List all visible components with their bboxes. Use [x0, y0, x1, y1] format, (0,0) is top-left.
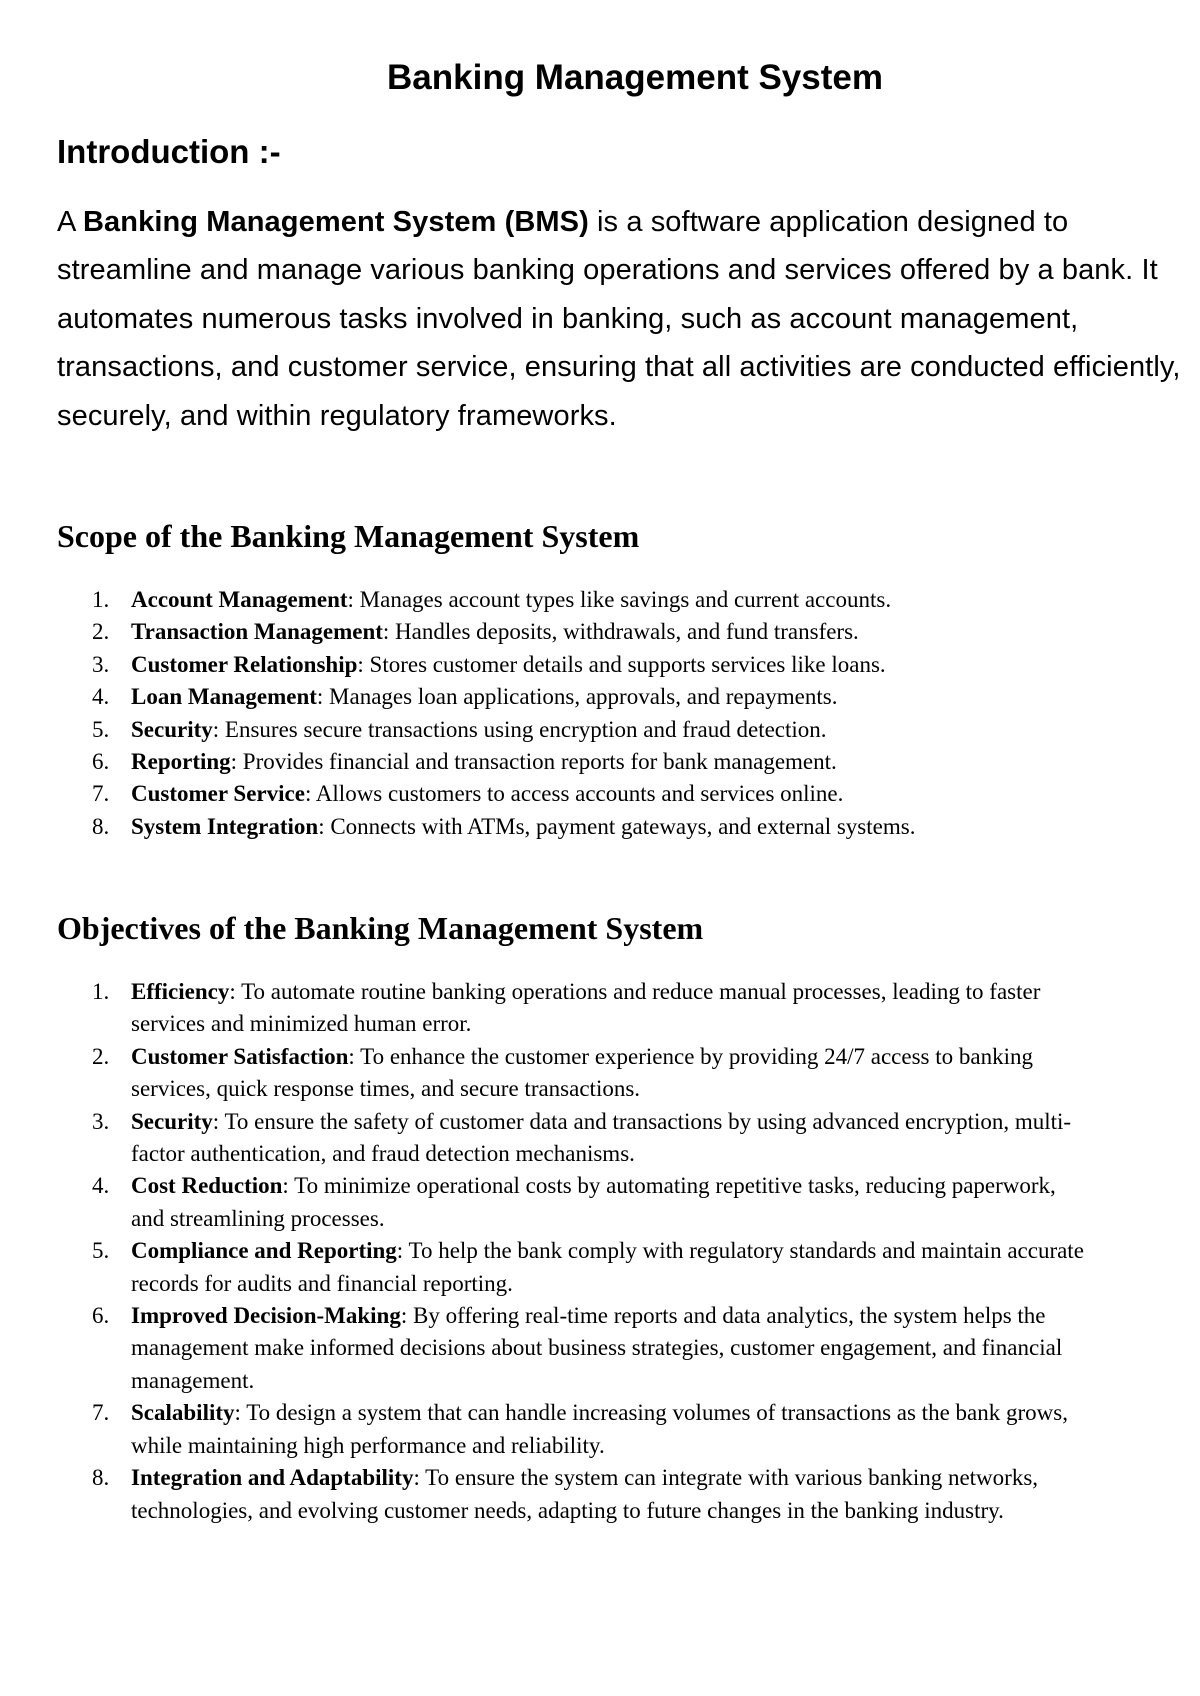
list-description: : Allows customers to access accounts and services online.: [304, 781, 844, 807]
list-description: : Provides financial and transaction reports for bank management.: [230, 749, 837, 775]
scope-heading: Scope of the Banking Management System: [57, 518, 640, 554]
page-title: Banking Management System: [387, 58, 883, 97]
list-number: 2.: [92, 619, 110, 645]
list-number: 6.: [92, 749, 110, 775]
list-item: [0, 811, 1200, 843]
list-description: : Handles deposits, withdrawals, and fund transfers.: [382, 619, 859, 645]
list-item: [0, 584, 1200, 616]
list-number: 2.: [92, 1043, 110, 1069]
scope-list: [0, 584, 1200, 843]
list-item: [0, 1462, 1200, 1527]
list-item: [0, 1235, 1200, 1300]
list-description: : To minimize operational costs by automating repetitive tasks, reducing paperwork, and streamlining processes.: [131, 1173, 1056, 1231]
list-description: : By offering real-time reports and data analytics, the system helps the management make informed decisions about business strategies, customer engagement, and financial management.: [131, 1303, 1063, 1393]
list-number: 6.: [92, 1303, 110, 1329]
list-item: [0, 1170, 1200, 1235]
introduction-paragraph: [57, 198, 1182, 440]
list-term: Customer Satisfaction: [131, 1043, 349, 1069]
list-item: [0, 649, 1200, 681]
list-description: : To help the bank comply with regulatory standards and maintain accurate records for audits and financial reporting.: [131, 1238, 1084, 1296]
list-description: : To ensure the system can integrate with various banking networks, technologies, and evolving customer needs, adapting to future changes in the banking industry.: [131, 1465, 1039, 1523]
list-number: 8.: [92, 1465, 110, 1491]
list-description: : To ensure the safety of customer data and transactions by using advanced encryption, multi-factor authentication, and fraud detection mechanisms.: [131, 1108, 1072, 1167]
list-term: Security: [131, 1108, 213, 1134]
list-term: Security: [131, 716, 213, 742]
list-description: : Connects with ATMs, payment gateways, and external systems.: [318, 813, 916, 839]
list-term: Reporting: [131, 749, 231, 775]
list-item: [0, 976, 1200, 1041]
list-description: : Ensures secure transactions using encryption and fraud detection.: [212, 716, 827, 742]
list-number: 5.: [92, 716, 110, 742]
list-term: Account Management: [131, 587, 348, 612]
list-number: 5.: [92, 1238, 110, 1264]
list-description: : To automate routine banking operations and reduce manual processes, leading to faster services and minimized human error.: [131, 979, 1041, 1037]
list-number: 4.: [92, 1173, 110, 1199]
list-number: 4.: [92, 684, 110, 710]
list-term: Compliance and Reporting: [131, 1238, 397, 1264]
list-number: 7.: [92, 1400, 110, 1426]
list-item: [0, 1300, 1200, 1397]
list-term: Integration and Adaptability: [131, 1465, 414, 1491]
list-number: 3.: [92, 1108, 110, 1134]
list-item: [0, 681, 1200, 713]
list-term: Cost Reduction: [131, 1173, 283, 1199]
introduction-text: is a software application designed to streamline and manage various banking operations and services offered by a bank. It automates numerous tasks involved in banking, such as account management, transactions, and customer service, ensuring that all activities are conducted efficiently, securely, and within regulatory frameworks.: [57, 206, 1181, 432]
list-term: Loan Management: [131, 684, 317, 710]
list-number: 1.: [92, 979, 110, 1004]
list-term: System Integration: [131, 813, 319, 839]
list-number: 3.: [92, 651, 110, 677]
introduction-bold-term: Banking Management System (BMS): [83, 206, 589, 238]
list-term: Customer Relationship: [131, 651, 358, 677]
list-description: : To enhance the customer experience by providing 24/7 access to banking services, quick response times, and secure transactions.: [131, 1043, 1033, 1102]
list-number: 7.: [92, 781, 110, 807]
list-item: [0, 778, 1200, 810]
list-term: Efficiency: [131, 979, 230, 1004]
list-number: 8.: [92, 813, 110, 839]
list-number: 1.: [92, 587, 110, 612]
list-description: : Manages loan applications, approvals, and repayments.: [316, 684, 838, 710]
list-item: [0, 1041, 1200, 1106]
objectives-heading: Objectives of the Banking Management System: [57, 910, 704, 946]
list-item: [0, 714, 1200, 746]
list-item: [0, 1106, 1200, 1171]
list-description: : Manages account types like savings and current accounts.: [347, 587, 892, 612]
introduction-heading: Introduction :-: [57, 133, 281, 170]
list-term: Scalability: [131, 1400, 235, 1426]
list-term: Transaction Management: [131, 619, 383, 645]
list-item: [0, 616, 1200, 648]
list-item: [0, 1397, 1200, 1462]
objectives-list: [0, 976, 1200, 1527]
list-term: Customer Service: [131, 781, 305, 807]
list-description: : Stores customer details and supports services like loans.: [357, 651, 886, 677]
list-term: Improved Decision-Making: [131, 1303, 401, 1329]
introduction-lead: A: [57, 206, 83, 238]
list-description: : To design a system that can handle increasing volumes of transactions as the bank grows, while maintaining high performance and reliability.: [131, 1400, 1068, 1458]
list-item: [0, 746, 1200, 778]
